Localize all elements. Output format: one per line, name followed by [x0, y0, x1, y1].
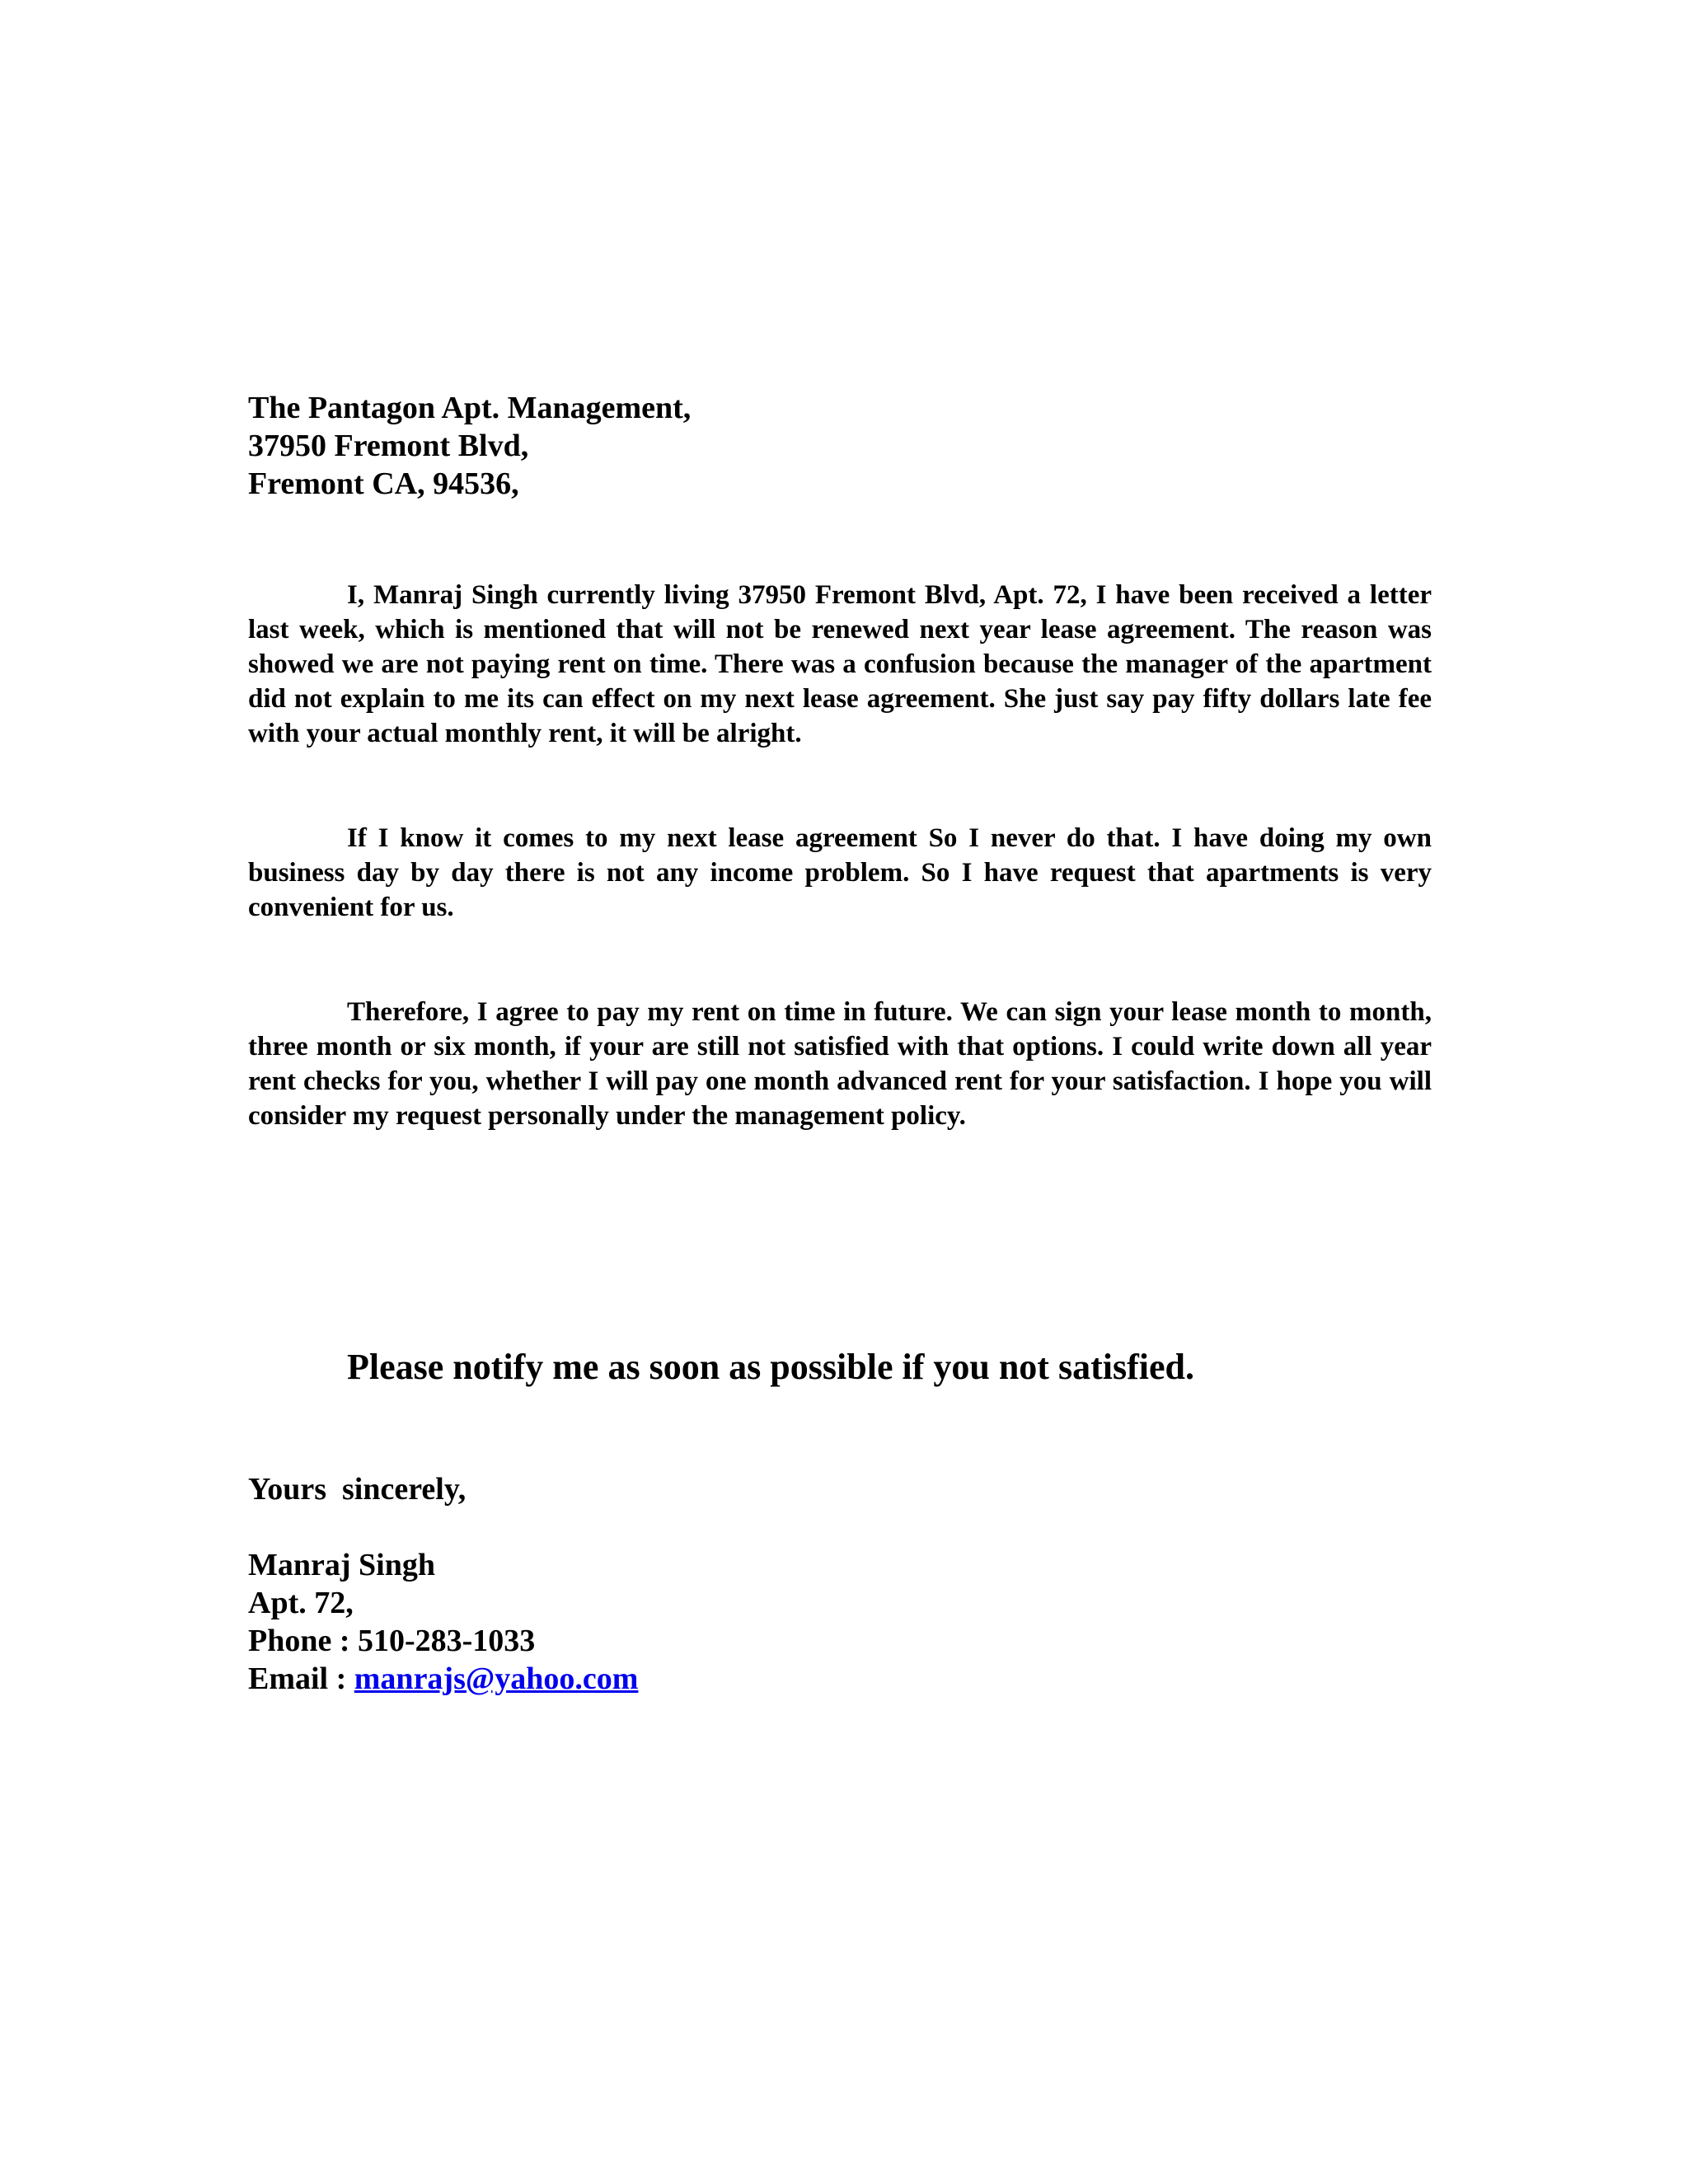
recipient-name: The Pantagon Apt. Management,	[248, 391, 692, 425]
recipient-city: Fremont CA, 94536,	[248, 466, 519, 501]
body-paragraph-1: I, Manraj Singh currently living 37950 Fremont Blvd, Apt. 72, I have been received a letter last week, which is mentioned that will not be renewed next year lease agreement. The reason was showed we are not paying rent on time. There was a confusion because the manager of the apartment did not explain to me its can effect on my next lease agreement. She just say pay fifty dollars late fee with your actual monthly rent, it will be alright.	[248, 580, 1432, 748]
sender-phone-line	[248, 1622, 638, 1660]
sender-apartment: Apt. 72,	[248, 1586, 354, 1620]
phone-label: Phone :	[248, 1624, 358, 1658]
closing-salutation: Yours sincerely,	[248, 1472, 467, 1507]
sender-email-line	[248, 1660, 638, 1698]
notify-request: Please notify me as soon as possible if you not satisfied.	[347, 1347, 1194, 1387]
sender-name: Manraj Singh	[248, 1548, 435, 1582]
email-link[interactable]: manrajs@yahoo.com	[354, 1661, 639, 1696]
email-label: Email :	[248, 1661, 354, 1696]
body-paragraph-3: Therefore, I agree to pay my rent on time in future. We can sign your lease month to month, three month or six month, if your are still not satisfied with that options. I could write down all year rent checks for you, whether I will pay one month advanced rent for your satisfaction. I hope you will consider my request personally under the management policy.	[248, 997, 1432, 1131]
body-paragraph-2: If I know it comes to my next lease agreement So I never do that. I have doing my own business day by day there is not any income problem. So I have request that apartments is very convenient for us.	[248, 823, 1432, 922]
recipient-address	[248, 389, 691, 503]
recipient-street: 37950 Fremont Blvd,	[248, 429, 529, 463]
phone-number: 510-283-1033	[358, 1624, 536, 1658]
signature-block	[248, 1546, 638, 1698]
